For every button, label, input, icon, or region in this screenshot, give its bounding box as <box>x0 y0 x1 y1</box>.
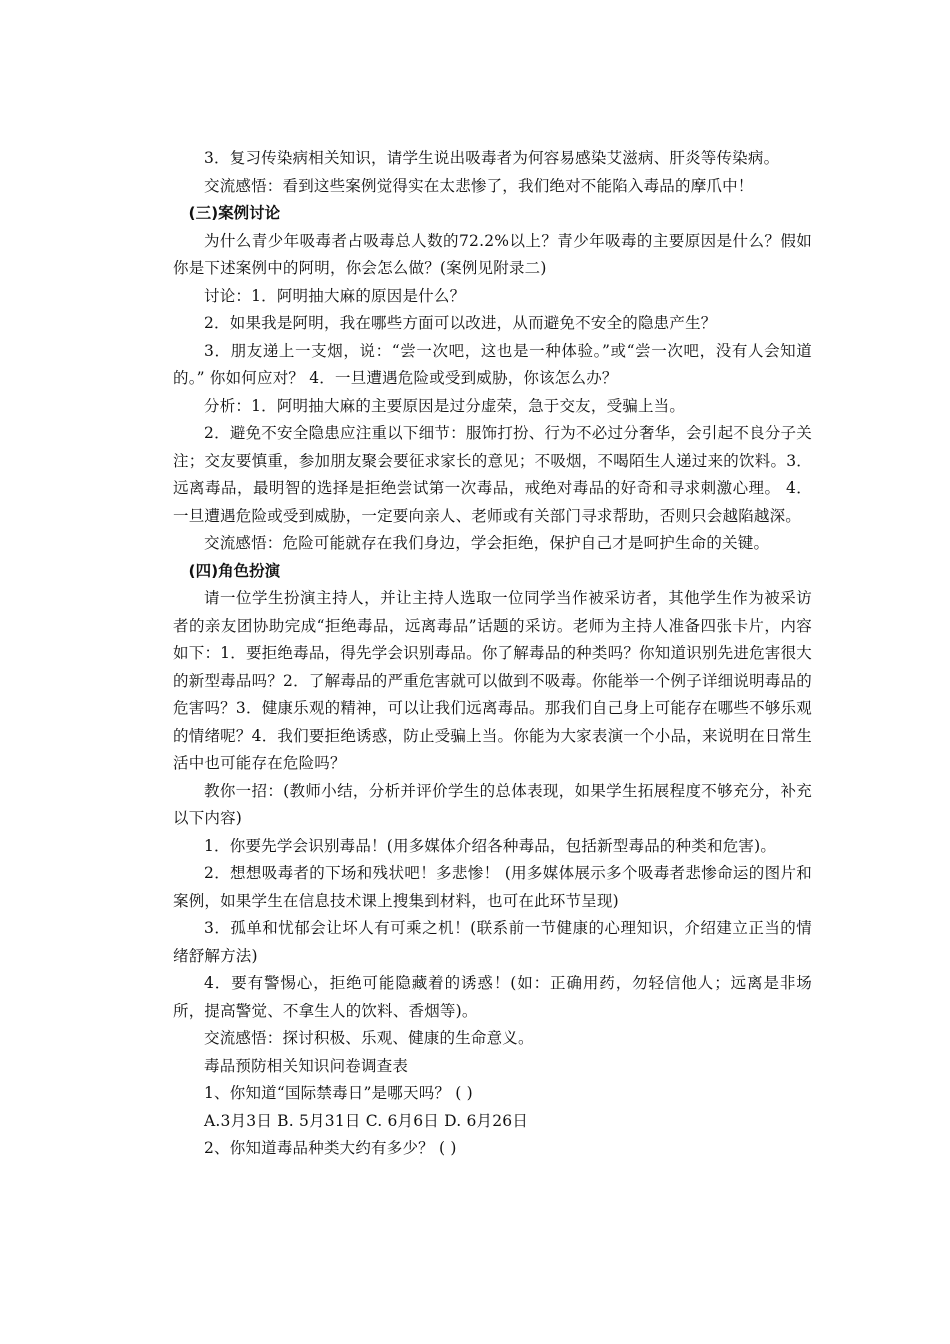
paragraph-discussion-1: 讨论：1．阿明抽大麻的原因是什么？ <box>204 286 466 305</box>
section-heading-role-play: (四)角色扮演 <box>188 561 281 580</box>
paragraph-teacher-tip: 教你一招：(教师小结，分析并评价学生的总体表现，如果学生拓展程度不够充分，补充以下内容) <box>173 781 812 827</box>
paragraph-role-play: 请一位学生扮演主持人，并让主持人选取一位同学当作被采访者，其他学生作为被采访者的亲友团协助完成“拒绝毒品，远离毒品”话题的采访。老师为主持人准备四张卡片，内容如下：1．要拒绝毒品，得先学会识别毒品。你了解毒品的种类吗？你知道识别先进危害很大的新型毒品吗？2．了解毒品的严重危害就可以做到不吸毒。你能举一个例子详细说明毒品的危害吗？3．健康乐观的精神，可以让我们远离毒品。那我们自己身上可能存在哪些不够乐观的情绪呢？4．我们要拒绝诱惑，防止受骗上当。你能为大家表演一个小品，来说明在日常生活中也可能存在危险吗？ <box>173 589 812 772</box>
paragraph-tip-4: 4．要有警惕心，拒绝可能隐藏着的诱惑！(如：正确用药，勿轻信他人；远离是非场所，提高警觉、不拿生人的饮料、香烟等)。 <box>173 974 812 1020</box>
paragraph-reflection-1: 交流感悟：看到这些案例觉得实在太悲惨了，我们绝对不能陷入毒品的摩爪中！ <box>204 176 754 195</box>
section-heading-case-discussion: (三)案例讨论 <box>188 204 281 222</box>
paragraph-discussion-3: 3．朋友递上一支烟，说：“尝一次吧，这也是一种体验。”或“尝一次吧，没有人会知道的。” 你如何应对？ 4．一旦遭遇危险或受到威胁，你该怎么办？ <box>173 341 812 387</box>
paragraph-review-infectious: 3．复习传染病相关知识，请学生说出吸毒者为何容易感染艾滋病、肝炎等传染病。 <box>204 149 780 167</box>
survey-question-1: 1、你知道“国际禁毒日”是哪天吗？ ( ) <box>204 1084 473 1102</box>
paragraph-discussion-2: 2．如果我是阿明，我在哪些方面可以改进，从而避免不安全的隐患产生？ <box>204 314 717 332</box>
survey-title: 毒品预防相关知识问卷调查表 <box>204 1056 409 1075</box>
paragraph-analysis-2: 2．避免不安全隐患应注重以下细节：服饰打扮、行为不必过分奢华，会引起不良分子关注；交友要慎重，参加朋友聚会要征求家长的意见；不吸烟，不喝陌生人递过来的饮料。3．远离毒品，最明智的选择是拒绝尝试第一次毒品，戒绝对毒品的好奇和寻求刺激心理。 4．一旦遭遇危险或受到威胁，一定要向亲人、老师或有关部门寻求帮助，否则只会越陷越深。 <box>173 424 812 525</box>
paragraph-reflection-3: 交流感悟：探讨积极、乐观、健康的生命意义。 <box>204 1029 534 1047</box>
survey-question-2: 2、你知道毒品种类大约有多少？ ( ) <box>204 1139 457 1157</box>
paragraph-case-question: 为什么青少年吸毒者占吸毒总人数的72.2%以上？青少年吸毒的主要原因是什么？假如你是下述案例中的阿明，你会怎么做？(案例见附录二) <box>173 231 812 277</box>
paragraph-tip-2: 2．想想吸毒者的下场和残状吧！多悲惨！ (用多媒体展示多个吸毒者悲惨命运的图片和案例，如果学生在信息技术课上搜集到材料，也可在此环节呈现) <box>173 864 812 910</box>
paragraph-reflection-2: 交流感悟：危险可能就存在我们身边，学会拒绝，保护自己才是呵护生命的关键。 <box>204 534 770 552</box>
survey-options-1: A.3月3日 B. 5月31日 C. 6月6日 D. 6月26日 <box>204 1111 529 1130</box>
paragraph-tip-1: 1．你要先学会识别毒品！(用多媒体介绍各种毒品，包括新型毒品的种类和危害)。 <box>204 836 777 855</box>
paragraph-analysis-1: 分析：1．阿明抽大麻的主要原因是过分虚荣，急于交友，受骗上当。 <box>204 396 686 415</box>
paragraph-tip-3: 3．孤单和忧郁会让坏人有可乘之机！(联系前一节健康的心理知识，介绍建立正当的情绪舒解方法) <box>173 919 812 965</box>
